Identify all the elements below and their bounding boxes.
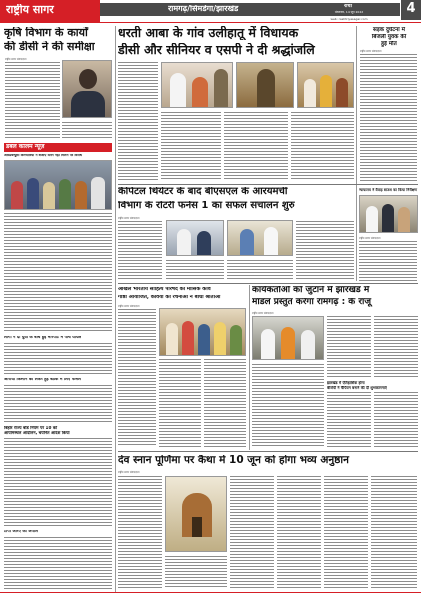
- person-figure: [261, 329, 275, 360]
- campaign-body: [4, 213, 112, 333]
- capital-headline-1: कैपिटल थियेटर के बाद बीएसएल के आरयमची: [118, 187, 288, 197]
- lead-photo-statue: [236, 62, 294, 108]
- lead-body-col-4: [291, 112, 354, 180]
- karyakarta-photo: [252, 316, 324, 360]
- dev-body-col-1: [118, 476, 162, 589]
- capital-body-col-2: [166, 260, 224, 279]
- nyayalay-byline: राष्ट्रीय सागर संवाददाता: [359, 237, 381, 240]
- karyakarta-headline-1: कार्यकर्ताओं को जुटाने में झारखंड में: [252, 286, 370, 295]
- sahitya-headline-1: अखिल भारतीय साहित्य परिषद की मासिक कवि: [118, 287, 211, 292]
- krishi-headline-1: कृषि विभाग के कार्यों: [4, 27, 88, 39]
- crowd-figure: [43, 182, 55, 210]
- campaign-banner-text: डबल कॉलम न्यूज़: [6, 144, 45, 150]
- row-divider: [118, 451, 418, 452]
- person-figure: [182, 321, 194, 356]
- temple-door-icon: [192, 517, 202, 537]
- lead-photo-tribute: [161, 62, 233, 108]
- lead-headline-1: धरती आबा के गांव उलीहातू में विधायक: [118, 26, 299, 40]
- dev-byline: राष्ट्रीय सागर संवाददाता: [118, 471, 140, 474]
- sadak-headline-1: सड़क दुर्घटना में: [373, 27, 405, 33]
- karyakarta-body-col-1: [327, 316, 371, 378]
- sahitya-byline: राष्ट्रीय सागर संवाददाता: [118, 305, 140, 308]
- nyayalay-photo: [359, 195, 418, 233]
- person-figure: [170, 73, 186, 108]
- dev-body-col-4: [277, 476, 321, 589]
- capital-photo-1: [166, 220, 224, 256]
- kisan-headline: आराधी किसान को लेकर हुई बैठक में लिए फैसले: [4, 378, 81, 382]
- karyakarta-body-col-3: [252, 364, 324, 448]
- masthead-rule: [0, 22, 421, 23]
- city-label: रांची: [344, 4, 352, 9]
- person-figure: [166, 323, 178, 356]
- dev-body-col-2: [165, 556, 227, 589]
- sahitya-body-col-2: [159, 359, 201, 447]
- statue-icon: [257, 69, 275, 108]
- lead-photo-crowd: [297, 62, 354, 108]
- person-figure: [304, 79, 316, 108]
- dev-body-col-5: [324, 476, 368, 589]
- date-line: मंगलवार, 14 जून 2022: [334, 10, 364, 14]
- person-figure: [366, 206, 378, 233]
- crowd-photo: [4, 160, 112, 210]
- sadak-headline-3: हुई मौत: [381, 41, 397, 47]
- person-body-icon: [71, 91, 105, 118]
- row-divider: [118, 184, 418, 185]
- loot-headline: लोगों ने दो युवों के बीच हुई मारपीट में पांच घायल: [4, 336, 82, 340]
- column-divider: [115, 26, 116, 592]
- karyakarta-body-col-2: [374, 316, 418, 378]
- person-figure: [281, 327, 295, 360]
- capital-body-col-4: [296, 221, 354, 279]
- sadak-body: [360, 54, 417, 182]
- bihar-headline-2: आयामस्थल आंदोलन, चयनित आदेश किया: [4, 431, 70, 435]
- karyakarta-sub-1: झारखंड में ऐतिहासिक होगा: [327, 381, 365, 385]
- website-label: web: rashtriyasagar.com: [330, 17, 368, 21]
- kisan-body: [4, 385, 112, 423]
- dev-body-col-6: [371, 476, 417, 589]
- karyakarta-byline: राष्ट्रीय सागर संवाददाता: [252, 312, 274, 315]
- person-figure: [301, 330, 315, 360]
- person-figure: [214, 322, 226, 356]
- person-figure: [382, 204, 394, 233]
- brand-name: राष्ट्रीय सागर: [6, 4, 54, 16]
- person-figure: [398, 207, 410, 233]
- krishi-byline: राष्ट्रीय सागर संवाददाता: [5, 58, 27, 61]
- bottom-left-headline: टीपी आरए की अपील: [4, 530, 39, 534]
- capital-body-col-1: [118, 221, 162, 279]
- column-divider: [356, 186, 357, 281]
- dev-headline: देव स्नान पूर्णिमा पर कैथा में 10 जून को होगा भव्य अनुष्ठान: [118, 455, 349, 466]
- person-figure: [198, 324, 210, 356]
- sahitya-body-col-3: [204, 359, 246, 447]
- person-figure: [230, 325, 242, 356]
- crowd-figure: [59, 179, 71, 210]
- row-divider: [118, 283, 418, 284]
- capital-body-col-3: [227, 260, 293, 279]
- krishi-body: [5, 62, 60, 140]
- sadak-headline-2: बिजली युवक की: [371, 34, 407, 40]
- karyakarta-body-col-4: [327, 392, 371, 448]
- karyakarta-body-col-5: [374, 392, 418, 448]
- krishi-photo: [62, 60, 112, 118]
- campaign-subhead: आरडब्ल्यूसी कर्मचारियों ने बजाए वेतन नहीं मिलने पर विरोध: [4, 154, 83, 157]
- karyakarta-headline-2: मॉडल प्रस्तुत करेगा रामगढ़ : के राजू: [252, 298, 372, 307]
- crowd-figure: [91, 177, 105, 210]
- crowd-figure: [75, 181, 87, 210]
- bihar-headline-1: बिहार राज्य बोर्ड नियम पर 10 को: [4, 426, 58, 430]
- sadak-byline: राष्ट्रीय सागर संवाददाता: [360, 50, 382, 53]
- person-head-icon: [79, 69, 97, 89]
- krishi-headline-2: की डीसी ने की समीक्षा: [4, 41, 95, 53]
- lead-body-col-1: [118, 62, 158, 180]
- footer-rule: [0, 592, 421, 593]
- person-figure: [177, 229, 191, 256]
- statue-icon: [214, 69, 228, 108]
- crowd-figure: [27, 178, 39, 210]
- section-title: रामगढ़/सिमडेगा/झारखंड: [168, 5, 239, 13]
- lead-body-col-2: [161, 112, 221, 180]
- sahitya-headline-2: गोष्ठी आयोजित, कवियों की रचनाओं ने बांधा श्रोताओं: [118, 295, 221, 300]
- dev-photo: [165, 476, 227, 552]
- karyakarta-sub-2: बीजेपी ने चैंपियन बनाने की दी शुभकामनाएं: [327, 386, 387, 390]
- person-figure: [197, 231, 211, 256]
- masthead: [0, 0, 421, 22]
- person-figure: [320, 75, 332, 108]
- person-figure: [336, 78, 348, 108]
- sahitya-body-col-1: [118, 309, 156, 447]
- person-figure: [264, 227, 278, 256]
- column-divider: [356, 26, 357, 186]
- column-divider: [249, 285, 250, 450]
- page-number: 4: [406, 2, 416, 16]
- dev-body-col-3: [230, 476, 274, 589]
- person-figure: [240, 229, 254, 256]
- lead-headline-2: डीसी और सीनियर व एसपी ने दी श्रद्धांजलि: [118, 43, 315, 57]
- bottom-left-body: [4, 537, 112, 589]
- crowd-figure: [11, 181, 23, 210]
- person-figure: [192, 77, 208, 108]
- capital-headline-2: विभाग के रोटरी फर्नेस 1 का सफल संचालन शुरु: [118, 201, 295, 211]
- capital-photo-2: [227, 220, 293, 256]
- nyayalay-body: [359, 241, 417, 281]
- lead-body-col-3: [224, 112, 288, 180]
- loot-body: [4, 343, 112, 375]
- sahitya-photo: [159, 308, 246, 356]
- krishi-body-2: [62, 122, 112, 140]
- nyayalay-headline: न्यायालय ने वैवाह साउश का किया निरीक्षण: [359, 188, 418, 192]
- bihar-body: [4, 438, 112, 526]
- capital-byline: राष्ट्रीय सागर संवाददाता: [118, 217, 140, 220]
